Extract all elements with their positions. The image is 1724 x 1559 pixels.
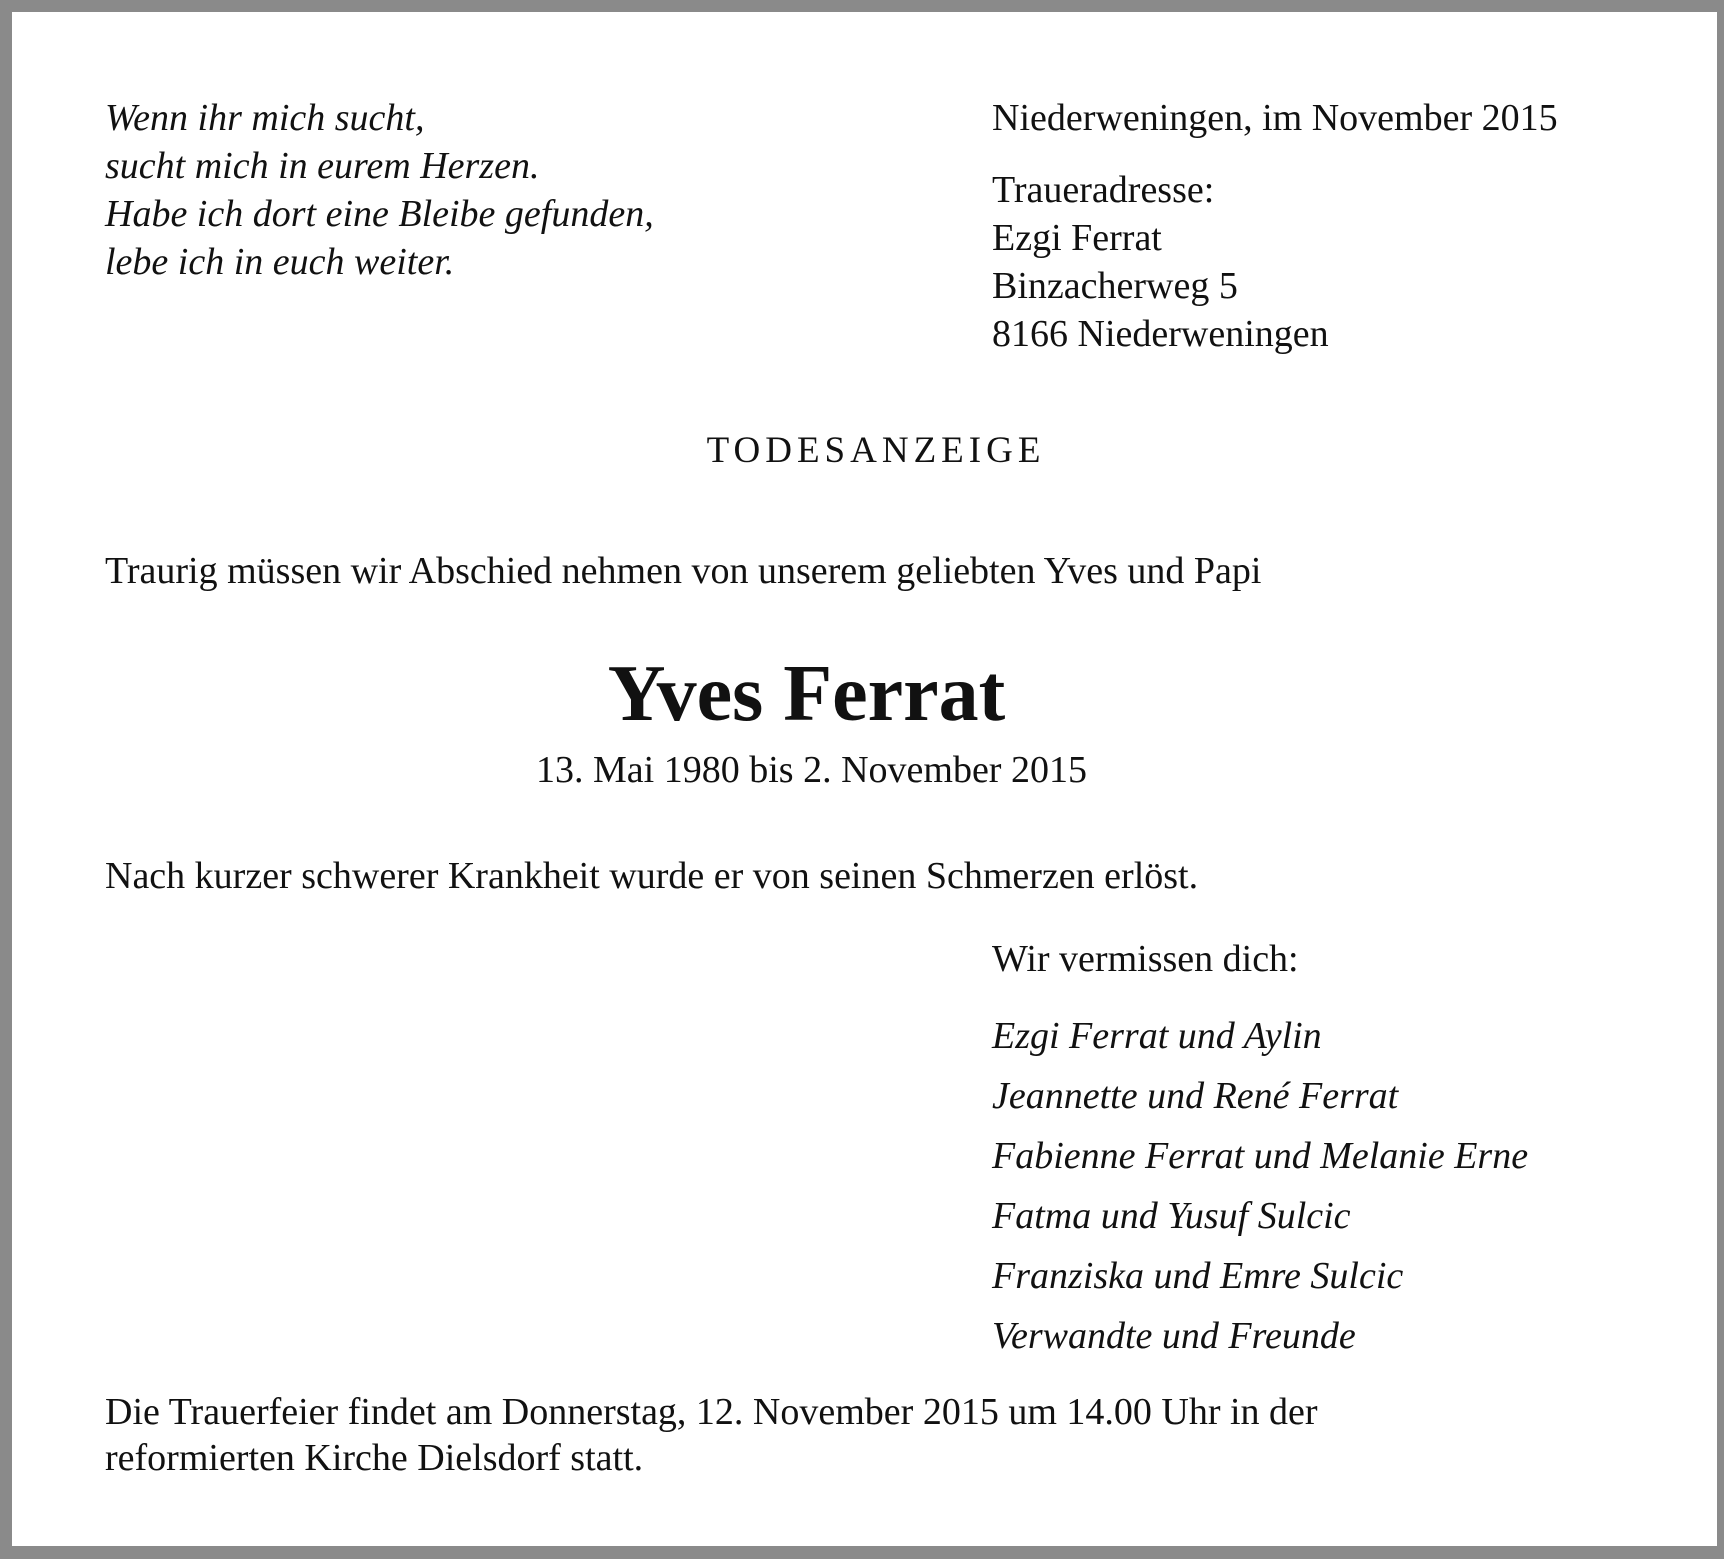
poem-line: sucht mich in eurem Herzen. bbox=[105, 145, 540, 187]
ceremony-info bbox=[105, 1389, 1318, 1481]
mourner-name: Verwandte und Freunde bbox=[992, 1315, 1356, 1357]
notice-title: TODESANZEIGE bbox=[706, 430, 1046, 471]
mourner-name: Fabienne Ferrat und Melanie Erne bbox=[992, 1135, 1529, 1177]
poem bbox=[105, 94, 654, 286]
intro-text: Traurig müssen wir Abschied nehmen von unserem geliebten Yves und Papi bbox=[105, 550, 1262, 592]
mourners-label: Wir vermissen dich: bbox=[992, 938, 1299, 980]
poem-line: Wenn ihr mich sucht, bbox=[105, 97, 425, 139]
mourners-list bbox=[992, 1006, 1528, 1366]
mourner-name: Jeannette und René Ferrat bbox=[992, 1075, 1399, 1117]
address-city: 8166 Niederweningen bbox=[992, 313, 1329, 355]
poem-line: lebe ich in euch weiter. bbox=[105, 241, 455, 283]
ceremony-line: Die Trauerfeier findet am Donnerstag, 12. November 2015 um 14.00 Uhr in der bbox=[105, 1391, 1318, 1433]
mourning-address bbox=[992, 166, 1329, 358]
address-label: Traueradresse: bbox=[992, 169, 1215, 211]
address-street: Binzacherweg 5 bbox=[992, 265, 1238, 307]
mourner-name: Fatma und Yusuf Sulcic bbox=[992, 1195, 1351, 1237]
place-date: Niederweningen, im November 2015 bbox=[992, 97, 1558, 139]
deceased-name: Yves Ferrat bbox=[607, 650, 1006, 738]
illness-text: Nach kurzer schwerer Krankheit wurde er von seinen Schmerzen erlöst. bbox=[105, 855, 1199, 897]
mourner-name: Franziska und Emre Sulcic bbox=[992, 1255, 1404, 1297]
poem-line: Habe ich dort eine Bleibe gefunden, bbox=[105, 193, 654, 235]
mourner-name: Ezgi Ferrat und Aylin bbox=[992, 1015, 1322, 1057]
address-name: Ezgi Ferrat bbox=[992, 217, 1162, 259]
ceremony-line: reformierten Kirche Dielsdorf statt. bbox=[105, 1437, 644, 1479]
life-dates: 13. Mai 1980 bis 2. November 2015 bbox=[536, 749, 1087, 791]
